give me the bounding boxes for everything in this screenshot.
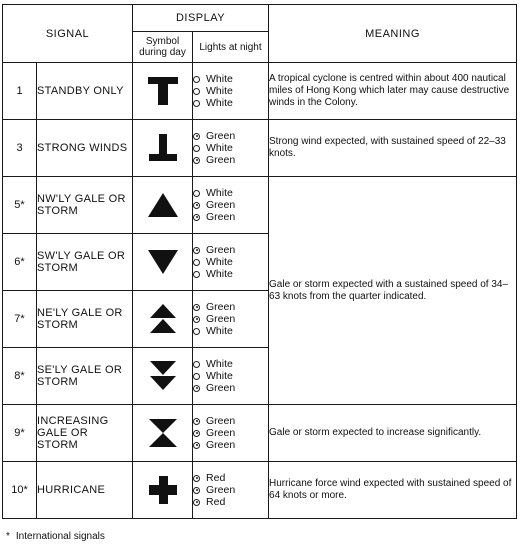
lamp-icon [193,190,200,197]
lamp-icon [193,361,200,368]
signal-row [3,177,517,234]
night-light [193,382,268,394]
signal-row [3,120,517,177]
signal-row [3,405,517,462]
header-meaning: MEANING [269,5,517,63]
day-symbol-cell [133,348,193,405]
night-light [193,427,268,439]
signal-number: 9* [3,405,37,462]
signal-name: STRONG WINDS [37,120,133,177]
footnote [6,531,105,542]
night-light [193,154,268,166]
cross-icon [145,474,181,506]
light-label: White [206,370,233,382]
lamp-icon [193,316,200,323]
tropical-cyclone-signals-table [2,4,517,519]
signal-name: SW'LY GALE OR STORM [37,234,133,291]
light-label: White [206,325,233,337]
lamp-icon [193,442,200,449]
day-symbol-cell [133,462,193,519]
footnote-star: * [6,531,10,542]
night-light [193,358,268,370]
light-label: White [206,142,233,154]
night-lights-cell [193,348,269,405]
header-signal: SIGNAL [3,5,133,63]
signal-meaning: Gale or storm expected with a sustained speed of 34–63 knots from the quarter indicated. [269,177,517,405]
night-light [193,370,268,382]
night-light [193,187,268,199]
night-lights-cell [193,120,269,177]
lamp-icon [193,157,200,164]
light-label: Green [206,130,236,142]
lamp-icon [193,487,200,494]
light-label: Green [206,439,236,451]
hourglass-icon [145,417,181,449]
night-light [193,496,268,508]
signal-name: HURRICANE [37,462,133,519]
light-label: White [206,73,233,85]
day-symbol-cell [133,63,193,120]
signal-name: INCREASING GALE OR STORM [37,405,133,462]
lamp-icon [193,373,200,380]
lamp-icon [193,328,200,335]
inverted-t-icon [145,132,181,164]
light-label: Green [206,415,236,427]
footnote-text: International signals [15,531,105,542]
signal-number: 10* [3,462,37,519]
lamp-icon [193,430,200,437]
night-light [193,256,268,268]
signal-number: 8* [3,348,37,405]
lamp-icon [193,385,200,392]
night-light [193,73,268,85]
night-lights-cell [193,234,269,291]
light-label: White [206,97,233,109]
lamp-icon [193,76,200,83]
lamp-icon [193,133,200,140]
header-symbol: Symbol during day [133,32,193,63]
night-lights-cell [193,177,269,234]
signal-meaning: Gale or storm expected to increase significantly. [269,405,517,462]
light-label: White [206,85,233,97]
night-light [193,313,268,325]
night-light [193,415,268,427]
signal-number: 1 [3,63,37,120]
lamp-icon [193,475,200,482]
signal-table-sheet [2,4,516,525]
light-label: Green [206,484,236,496]
double-triangle-down-icon [145,360,181,392]
lamp-icon [193,100,200,107]
day-symbol-cell [133,234,193,291]
signal-row [3,63,517,120]
signal-name: STANDBY ONLY [37,63,133,120]
light-label: Green [206,244,236,256]
night-light [193,130,268,142]
light-label: Green [206,382,236,394]
signal-number: 7* [3,291,37,348]
header-display: DISPLAY [133,5,269,32]
signal-number: 5* [3,177,37,234]
signal-meaning: Strong wind expected, with sustained speed of 22–33 knots. [269,120,517,177]
header-lights: Lights at night [193,32,269,63]
night-light [193,97,268,109]
signal-row [3,462,517,519]
day-symbol-cell [133,405,193,462]
lamp-icon [193,271,200,278]
lamp-icon [193,214,200,221]
night-light [193,85,268,97]
light-label: Green [206,313,236,325]
triangle-up-icon [145,189,181,221]
night-light [193,484,268,496]
light-label: Red [206,496,226,508]
night-light [193,301,268,313]
signal-number: 6* [3,234,37,291]
night-light [193,211,268,223]
lamp-icon [193,259,200,266]
light-label: White [206,187,233,199]
triangle-down-icon [145,246,181,278]
light-label: Green [206,211,236,223]
lamp-icon [193,202,200,209]
night-light [193,472,268,484]
signal-name: NW'LY GALE OR STORM [37,177,133,234]
signal-meaning: A tropical cyclone is centred within about 400 nautical miles of Hong Kong which later may cause destructive winds in the Colony. [269,63,517,120]
signal-meaning: Hurricane force wind expected with sustained speed of 64 knots or more. [269,462,517,519]
night-light [193,199,268,211]
night-light [193,268,268,280]
lamp-icon [193,304,200,311]
lamp-icon [193,88,200,95]
day-symbol-cell [133,120,193,177]
night-light [193,439,268,451]
light-label: Green [206,199,236,211]
night-light [193,244,268,256]
light-label: White [206,268,233,280]
standby-t-icon [145,75,181,107]
double-triangle-up-icon [145,303,181,335]
light-label: White [206,256,233,268]
light-label: Red [206,472,226,484]
signal-name: NE'LY GALE OR STORM [37,291,133,348]
day-symbol-cell [133,291,193,348]
night-lights-cell [193,291,269,348]
signal-name: SE'LY GALE OR STORM [37,348,133,405]
day-symbol-cell [133,177,193,234]
lamp-icon [193,247,200,254]
night-light [193,142,268,154]
light-label: Green [206,301,236,313]
signal-number: 3 [3,120,37,177]
lamp-icon [193,418,200,425]
light-label: Green [206,154,236,166]
lamp-icon [193,499,200,506]
night-light [193,325,268,337]
light-label: Green [206,427,236,439]
night-lights-cell [193,462,269,519]
night-lights-cell [193,405,269,462]
lamp-icon [193,145,200,152]
light-label: White [206,358,233,370]
night-lights-cell [193,63,269,120]
